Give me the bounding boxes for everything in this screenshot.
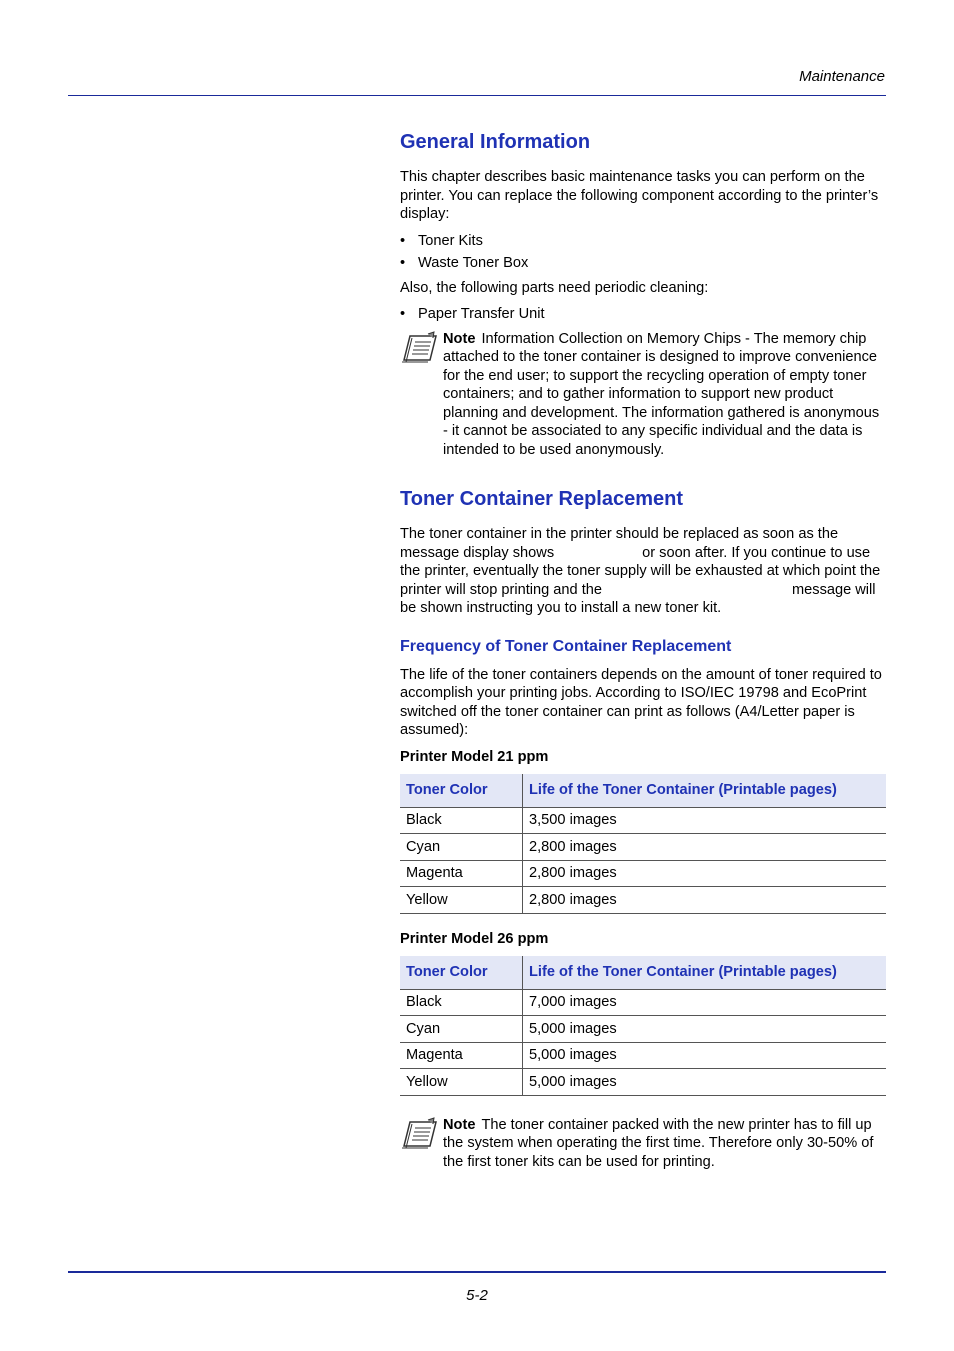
first-toner-note xyxy=(400,1116,886,1172)
toner-life-table-26ppm xyxy=(400,956,886,1096)
table-row: Yellow 2,800 images xyxy=(400,887,886,914)
bullet-icon: • xyxy=(400,232,406,249)
bullet-icon: • xyxy=(400,255,406,271)
frequency-heading: Frequency of Toner Container Replacement xyxy=(400,637,732,655)
note-label: Note xyxy=(443,330,476,347)
column-header-toner-life: Life of the Toner Container (Printable pages) xyxy=(523,774,887,808)
table-row: Yellow 5,000 images xyxy=(400,1069,886,1096)
list-item: • Waste Toner Box xyxy=(400,255,529,271)
column-header-toner-color: Toner Color xyxy=(400,774,523,808)
general-information-heading: General Information xyxy=(400,131,591,153)
header-rule xyxy=(68,95,886,96)
note-icon xyxy=(400,1116,440,1150)
column-header-toner-color: Toner Color xyxy=(400,956,523,990)
cleaning-list xyxy=(400,305,886,324)
toner-life-table-21ppm xyxy=(400,774,886,914)
table-row: Black 7,000 images xyxy=(400,989,886,1016)
list-item: • Paper Transfer Unit xyxy=(400,306,545,322)
frequency-intro-paragraph: The life of the toner containers depends on the amount of toner required to accomplish your printing jobs. According to ISO/IEC 19798 and EcoPrint switched off the toner container can print as follows (A4/Letter paper is assumed): xyxy=(400,666,882,738)
table-row: Black 3,500 images xyxy=(400,807,886,834)
memory-chip-note xyxy=(400,330,886,460)
table-row: Magenta 2,800 images xyxy=(400,860,886,887)
note-text: Note The toner container packed with the new printer has to fill up the system when operating the first time. Therefore only 30-50% of the first toner kits can be used for printing. xyxy=(443,1116,874,1170)
table-row: Cyan 5,000 images xyxy=(400,1016,886,1043)
table-title-26ppm: Printer Model 26 ppm xyxy=(400,930,549,947)
note-icon xyxy=(400,330,440,364)
table-row: Magenta 5,000 images xyxy=(400,1042,886,1069)
running-header: Maintenance xyxy=(799,68,885,85)
general-intro-paragraph: This chapter describes basic maintenance tasks you can perform on the printer. You can replace the following component according to the printer’s display: xyxy=(400,169,879,222)
page-number: 5-2 xyxy=(466,1287,488,1304)
replace-list xyxy=(400,232,886,273)
note-label: Note xyxy=(443,1116,476,1133)
footer-rule xyxy=(68,1271,886,1273)
note-text: Note Information Collection on Memory Chips - The memory chip attached to the toner container is designed to improve convenience for the end user; to support the recycling operation of empty toner containers; and to gather information to support new product planning and development. The information gathered is anonymous - it cannot be associated to any specific individual and the data is intended to be used anonymously. xyxy=(443,330,880,458)
toner-replacement-heading: Toner Container Replacement xyxy=(400,488,684,510)
toner-replacement-paragraph: The toner container in the printer should be replaced as soon as the message display shows or soon after. If you continue to use the printer, eventually the toner supply will be exhausted at which point the printer will stop printing and the message will be shown instructing you to install a new toner kit. xyxy=(400,526,881,616)
column-header-toner-life: Life of the Toner Container (Printable pages) xyxy=(523,956,887,990)
bullet-icon: • xyxy=(400,306,406,322)
list-item: • Toner Kits xyxy=(400,232,483,249)
cleaning-intro-paragraph: Also, the following parts need periodic cleaning: xyxy=(400,279,709,296)
main-content xyxy=(400,128,886,1171)
table-row: Cyan 2,800 images xyxy=(400,834,886,861)
table-title-21ppm: Printer Model 21 ppm xyxy=(400,748,549,765)
